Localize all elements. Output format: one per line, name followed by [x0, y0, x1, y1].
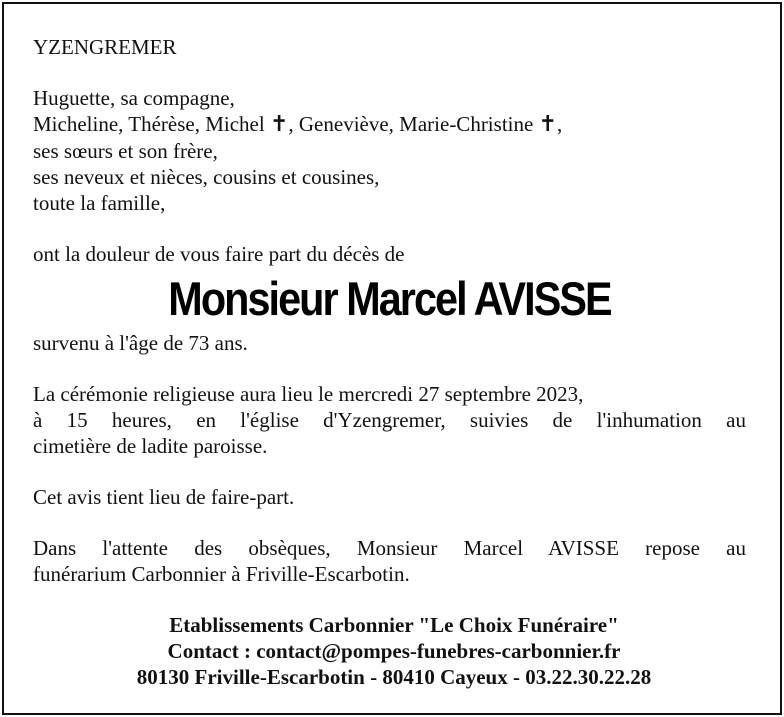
siblings-part-3: ,: [557, 112, 563, 136]
funeral-home-footer: [6, 612, 782, 690]
family-list: [33, 85, 746, 216]
notice-body: [33, 34, 746, 587]
obituary-notice: [2, 2, 782, 715]
ceremony-details: [33, 381, 746, 459]
ceremony-line-2: à 15 heures, en l'église d'Yzengremer, suivies de l'inhumation au: [33, 408, 746, 432]
family-line-siblings: [33, 111, 746, 138]
spacer: [33, 510, 746, 535]
cross-icon: ✝: [538, 112, 557, 137]
spacer: [33, 60, 746, 85]
repose-line-1: Dans l'attente des obsèques, Monsieur Marcel AVISSE repose au: [33, 536, 746, 560]
repose-details: [33, 535, 746, 587]
funeral-home-address: 80130 Friville-Escarbotin - 80410 Cayeux - 03.22.30.22.28: [136, 665, 652, 689]
ceremony-line-3: cimetière de ladite paroisse.: [33, 434, 268, 458]
siblings-part-1: Micheline, Thérèse, Michel: [33, 112, 265, 136]
repose-line-2: funérarium Carbonnier à Friville-Escarbotin.: [33, 562, 410, 586]
funeral-home-name: Etablissements Carbonnier "Le Choix Funéraire": [169, 613, 619, 637]
place-heading: YZENGREMER: [33, 35, 177, 59]
family-line-siblings-caption: ses sœurs et son frère,: [33, 139, 218, 163]
family-line-partner: Huguette, sa compagne,: [33, 86, 235, 110]
spacer: [33, 459, 746, 484]
cross-icon: ✝: [269, 112, 289, 137]
deceased-age: survenu à l'âge de 73 ans.: [33, 331, 248, 355]
spacer: [33, 356, 746, 381]
ceremony-line-1: La cérémonie religieuse aura lieu le mercredi 27 septembre 2023,: [33, 382, 584, 406]
funeral-home-contact: Contact : contact@pompes-funebres-carbonnier.fr: [167, 639, 621, 663]
family-line-family: toute la famille,: [33, 191, 166, 215]
deceased-name: Monsieur Marcel AVISSE: [168, 272, 611, 325]
announcement-intro: ont la douleur de vous faire part du décès de: [33, 242, 405, 266]
spacer: [33, 216, 746, 241]
family-line-nephews: ses neveux et nièces, cousins et cousines,: [33, 165, 380, 189]
siblings-part-2: , Geneviève, Marie-Christine: [288, 112, 534, 136]
faire-part-notice: Cet avis tient lieu de faire-part.: [33, 485, 295, 509]
